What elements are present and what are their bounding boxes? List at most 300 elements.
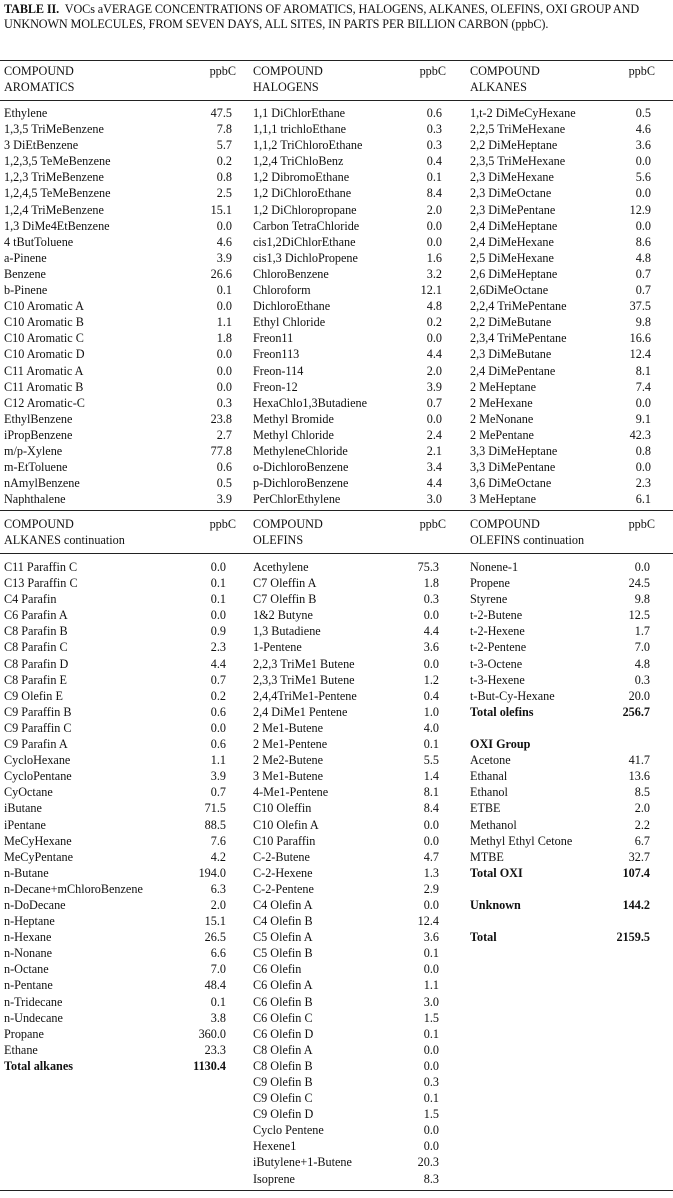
table-row — [470, 800, 655, 816]
table-row — [253, 1074, 446, 1090]
compound-value: 8.1 — [423, 785, 439, 800]
table-row — [4, 105, 236, 121]
table-row — [470, 559, 655, 575]
table-row — [253, 720, 446, 736]
olefins-cont-header-group: OLEFINS continuation — [470, 532, 585, 547]
compound-name: cis1,3 DichloPropene — [253, 250, 358, 265]
table-row — [253, 1042, 446, 1058]
compound-name: n-Butane — [4, 865, 49, 880]
table-row — [253, 169, 446, 185]
compound-value: 0.5 — [635, 106, 651, 120]
compound-value: 0.1 — [423, 1091, 439, 1106]
table-row — [470, 897, 655, 913]
compound-name: 1&2 Butyne — [253, 608, 313, 623]
table-row — [470, 363, 655, 379]
compound-name: Styrene — [470, 592, 508, 607]
table-row — [253, 575, 446, 591]
compound-name: C9 Olefin B — [253, 1075, 313, 1089]
table-row — [470, 282, 655, 298]
table-row — [470, 185, 655, 201]
compound-name: C10 Aromatic B — [4, 315, 84, 330]
compound-name: C11 Aromatic A — [4, 363, 84, 378]
compound-name: 1,2,4 TriMeBenzene — [4, 202, 104, 217]
compound-name: EthylBenzene — [4, 411, 73, 426]
compound-value: 0.1 — [210, 592, 226, 607]
middle-rule — [0, 510, 673, 511]
table-row — [4, 169, 236, 185]
table-row — [253, 768, 446, 784]
compound-value: 2.1 — [426, 443, 442, 458]
compound-value: 3.4 — [426, 460, 442, 475]
compound-name: cis1,2DiChlorEthane — [253, 234, 356, 249]
compound-name: Acethylene — [253, 560, 309, 574]
table-row — [470, 169, 655, 185]
compound-value: 0.3 — [216, 395, 232, 410]
compound-value: 2.0 — [210, 897, 226, 912]
compound-name: 2 MePentane — [470, 427, 534, 442]
table-label: TABLE II. — [4, 2, 60, 16]
compound-name: C5 Olefin A — [253, 930, 313, 945]
compound-value: 42.3 — [629, 427, 651, 442]
compound-name: OXI Group — [470, 737, 531, 752]
table-row — [253, 961, 446, 977]
compound-value: 7.4 — [635, 379, 651, 394]
compound-value: 0.0 — [634, 560, 650, 574]
compound-value: 0.1 — [423, 946, 439, 961]
compound-value: 15.1 — [210, 202, 232, 217]
compound-value: 1.1 — [423, 978, 439, 993]
compound-value: 9.8 — [635, 315, 651, 330]
compound-name: C13 Paraffin C — [4, 576, 78, 591]
compound-value: 8.6 — [635, 234, 651, 249]
compound-value: 37.5 — [629, 299, 651, 314]
table-row — [470, 591, 655, 607]
compound-name: 2,3 DiMeHexane — [470, 170, 554, 185]
table-row — [4, 330, 236, 346]
table-row — [253, 153, 446, 169]
table-row — [253, 656, 446, 672]
compound-name: 1,1,2 TriChloroEthane — [253, 138, 363, 153]
table-row — [470, 865, 655, 881]
compound-name: n-Nonane — [4, 946, 53, 961]
compound-name: n-Tridecane — [4, 994, 63, 1009]
halogens-list — [253, 105, 446, 507]
bottom-rule — [0, 1190, 673, 1191]
compound-value: 3.9 — [210, 769, 226, 784]
table-row — [470, 202, 655, 218]
table-row — [253, 639, 446, 655]
olefins-header — [253, 517, 446, 549]
table-row — [253, 379, 446, 395]
compound-value: 107.4 — [622, 865, 650, 880]
compound-name: C9 Parafin A — [4, 737, 68, 752]
compound-name: Nonene-1 — [470, 560, 519, 574]
table-row — [4, 607, 236, 623]
compound-name: 2,6 DiMeHeptane — [470, 266, 558, 281]
compound-value: 3.9 — [216, 250, 232, 265]
compound-value: 1.0 — [423, 704, 439, 719]
compound-name: 2 MeNonane — [470, 411, 534, 426]
table-row — [253, 1138, 446, 1154]
table-row — [4, 202, 236, 218]
table-row — [4, 1042, 236, 1058]
alkanes-cont-header-group: ALKANES continuation — [4, 532, 125, 547]
compound-value: 0.1 — [210, 576, 226, 591]
compound-value: 4.8 — [426, 299, 442, 314]
table-row — [470, 459, 655, 475]
table-row — [4, 234, 236, 250]
compound-value: 12.4 — [629, 347, 651, 362]
compound-value: 26.5 — [204, 930, 226, 945]
compound-value: 5.5 — [423, 753, 439, 768]
table-row — [4, 314, 236, 330]
compound-value: 0.1 — [423, 737, 439, 752]
compound-value: 0.2 — [216, 154, 232, 169]
table-row — [253, 234, 446, 250]
table-row — [253, 1122, 446, 1138]
table-row — [470, 218, 655, 234]
table-row — [253, 945, 446, 961]
table-row — [253, 411, 446, 427]
table-row — [4, 1058, 236, 1074]
table-row — [4, 137, 236, 153]
table-row — [4, 881, 236, 897]
compound-value: 2.2 — [634, 817, 650, 832]
compound-value: 0.0 — [423, 1123, 439, 1138]
table-row — [253, 913, 446, 929]
table-row — [253, 443, 446, 459]
compound-name: 1,t-2 DiMeCyHexane — [470, 106, 576, 120]
compound-value: 12.4 — [417, 914, 439, 929]
table-row — [470, 833, 655, 849]
aromatics-list — [4, 105, 236, 507]
compound-name: 2,4 DiMePentane — [470, 363, 556, 378]
compound-value: 1.4 — [423, 769, 439, 784]
compound-value: 0.0 — [635, 154, 651, 169]
compound-value: 13.6 — [628, 769, 650, 784]
compound-value: 0.3 — [423, 1075, 439, 1089]
compound-name: 1,2,4 TriChloBenz — [253, 154, 344, 169]
compound-value: 0.7 — [635, 266, 651, 281]
compound-value: 23.8 — [210, 411, 232, 426]
table-row — [4, 282, 236, 298]
table-row — [253, 736, 446, 752]
table-row — [253, 250, 446, 266]
table-row — [470, 298, 655, 314]
table-row — [4, 800, 236, 816]
table-row — [253, 218, 446, 234]
compound-name: C5 Olefin B — [253, 946, 313, 961]
table-row — [4, 427, 236, 443]
table-row — [4, 688, 236, 704]
spacer-row — [470, 881, 655, 897]
alkanes-header — [470, 64, 655, 96]
compound-name: C6 Olefin D — [253, 1026, 314, 1041]
table-row — [4, 475, 236, 491]
table-row — [4, 153, 236, 169]
compound-name: C-2-Hexene — [253, 865, 313, 880]
table-row — [4, 411, 236, 427]
table-row — [253, 623, 446, 639]
compound-name: 2,2,5 TriMeHexane — [470, 122, 566, 137]
compound-value: 0.9 — [210, 624, 226, 639]
table-row — [4, 218, 236, 234]
table-row — [4, 720, 236, 736]
table-row — [253, 559, 446, 575]
table-row — [253, 1106, 446, 1122]
compound-value: 0.0 — [423, 1058, 439, 1073]
compound-value: 3.9 — [426, 379, 442, 394]
table-row — [253, 849, 446, 865]
compound-name: t-2-Butene — [470, 608, 523, 623]
compound-name: Ethane — [4, 1042, 38, 1057]
compound-name: MethyleneChloride — [253, 443, 348, 458]
compound-value: 15.1 — [204, 914, 226, 929]
compound-name: 1,2,3,5 TeMeBenzene — [4, 154, 111, 169]
compound-value: 12.5 — [628, 608, 650, 623]
table-row — [470, 929, 655, 945]
table-row — [253, 346, 446, 362]
compound-value: 7.0 — [210, 962, 226, 977]
compound-value: 0.0 — [216, 218, 232, 233]
compound-value: 0.0 — [635, 460, 651, 475]
compound-value: 4.4 — [426, 476, 442, 491]
olefins-header-compound: COMPOUND — [253, 517, 323, 531]
compound-name: Methyl Ethyl Cetone — [470, 833, 573, 848]
table-row — [4, 1026, 236, 1042]
compound-name: MeCyHexane — [4, 833, 72, 848]
table-row — [4, 591, 236, 607]
compound-name: PerChlorEthylene — [253, 492, 341, 507]
table-row — [470, 672, 655, 688]
top-header-rule — [0, 100, 673, 101]
compound-name: 4-Me1-Pentene — [253, 785, 329, 800]
table-row — [253, 266, 446, 282]
table-row — [4, 849, 236, 865]
table-row — [4, 784, 236, 800]
compound-name: C11 Aromatic B — [4, 379, 84, 394]
compound-value: 75.3 — [417, 560, 439, 574]
halogens-header-unit: ppbC — [419, 64, 446, 78]
compound-name: 2,5 DiMeHexane — [470, 250, 554, 265]
compound-value: 9.1 — [635, 411, 651, 426]
compound-value: 6.3 — [210, 881, 226, 896]
table-row — [253, 202, 446, 218]
compound-value: 3.2 — [426, 266, 442, 281]
compound-name: 2 MeHexane — [470, 395, 533, 410]
compound-value: 0.0 — [635, 218, 651, 233]
table-row — [470, 688, 655, 704]
compound-value: 0.0 — [423, 897, 439, 912]
compound-name: Acetone — [470, 753, 511, 768]
compound-value: 12.9 — [629, 202, 651, 217]
table-row — [470, 736, 655, 752]
compound-value: 0.0 — [423, 833, 439, 848]
halogens-header — [253, 64, 446, 96]
table-row — [4, 623, 236, 639]
compound-value: 0.0 — [635, 186, 651, 201]
compound-value: 0.3 — [634, 672, 650, 687]
compound-value: 0.0 — [426, 218, 442, 233]
compound-value: 7.8 — [216, 122, 232, 137]
table-row — [253, 994, 446, 1010]
compound-value: 144.2 — [622, 897, 650, 912]
compound-name: DichloroEthane — [253, 299, 331, 314]
compound-name: C10 Paraffin — [253, 833, 316, 848]
compound-name: 2,3 DiMePentane — [470, 202, 556, 217]
table-row — [253, 491, 446, 507]
compound-name: C10 Aromatic D — [4, 347, 85, 362]
compound-value: 41.7 — [628, 753, 650, 768]
table-row — [4, 945, 236, 961]
compound-name: 2 MeHeptane — [470, 379, 536, 394]
table-row — [470, 411, 655, 427]
compound-value: 26.6 — [210, 266, 232, 281]
compound-name: C7 Oleffin A — [253, 576, 317, 591]
compound-name: 3,3 DiMePentane — [470, 460, 556, 475]
compound-name: 2,4 DiMeHeptane — [470, 218, 558, 233]
table-row — [470, 475, 655, 491]
compound-value: 0.0 — [423, 1042, 439, 1057]
compound-value: 3.6 — [635, 138, 651, 153]
compound-value: 0.1 — [423, 1026, 439, 1041]
table-row — [4, 913, 236, 929]
compound-name: Total OXI — [470, 865, 523, 880]
compound-name: 1,1 DiChlorEthane — [253, 106, 346, 120]
table-row — [253, 784, 446, 800]
table-row — [470, 234, 655, 250]
compound-name: Naphthalene — [4, 492, 66, 507]
compound-value: 6.6 — [210, 946, 226, 961]
compound-value: 16.6 — [629, 331, 651, 346]
table-row — [4, 672, 236, 688]
table-row — [253, 1058, 446, 1074]
compound-value: 4.8 — [635, 250, 651, 265]
table-row — [253, 363, 446, 379]
compound-name: C6 Olefin B — [253, 994, 313, 1009]
table-row — [253, 475, 446, 491]
compound-value: 2.7 — [216, 427, 232, 442]
compound-name: C9 Olefin E — [4, 688, 63, 703]
compound-name: MTBE — [470, 849, 504, 864]
table-title: VOCs aVERAGE CONCENTRATIONS OF AROMATICS, HALOGENS, ALKANES, OLEFINS, OXI GROUP AND UNKNOWN MOLECULES, FROM SEVEN DAYS, ALL SITES, IN PARTS PER BILLION CARBON (ppbC). — [4, 2, 640, 31]
compound-value: 8.4 — [423, 801, 439, 816]
compound-value: 0.6 — [210, 737, 226, 752]
compound-name: 2,2 DiMeButane — [470, 315, 552, 330]
compound-name: m/p-Xylene — [4, 443, 63, 458]
compound-name: 3,6 DiMeOctane — [470, 476, 552, 491]
compound-value: 0.3 — [426, 138, 442, 153]
compound-value: 0.0 — [423, 656, 439, 671]
compound-value: 1.3 — [423, 865, 439, 880]
olefins-header-unit: ppbC — [419, 517, 446, 531]
compound-value: 8.1 — [635, 363, 651, 378]
compound-name: ChloroBenzene — [253, 266, 329, 281]
compound-name: Freon-114 — [253, 363, 304, 378]
compound-value: 20.3 — [417, 1155, 439, 1170]
compound-value: 2.9 — [423, 881, 439, 896]
compound-name: 2 Me1-Butene — [253, 720, 324, 735]
table-row — [4, 656, 236, 672]
table-row — [253, 298, 446, 314]
compound-value: 1.6 — [426, 250, 442, 265]
compound-value: 4.0 — [423, 720, 439, 735]
compound-name: CycloHexane — [4, 753, 71, 768]
table-row — [253, 1026, 446, 1042]
compound-value: 0.0 — [216, 363, 232, 378]
olefins-cont-header-compound: COMPOUND — [470, 517, 540, 531]
compound-value: 0.0 — [635, 395, 651, 410]
compound-name: C4 Olefin A — [253, 897, 313, 912]
table-row — [4, 865, 236, 881]
table-row — [4, 1010, 236, 1026]
compound-name: p-DichloroBenzene — [253, 476, 349, 491]
compound-value: 1.2 — [423, 672, 439, 687]
aromatics-header-compound: COMPOUND — [4, 64, 74, 78]
compound-name: 1,2,3 TriMeBenzene — [4, 170, 104, 185]
table-row — [253, 800, 446, 816]
compound-value: 0.6 — [216, 460, 232, 475]
compound-value: 0.4 — [423, 688, 439, 703]
table-row — [253, 314, 446, 330]
compound-name: Propene — [470, 576, 510, 591]
compound-value: 0.7 — [635, 283, 651, 298]
compound-value: 2159.5 — [616, 930, 650, 945]
olefins-cont-list — [470, 559, 655, 945]
compound-value: 0.1 — [426, 170, 442, 185]
table-row — [4, 121, 236, 137]
compound-name: 1,1,1 trichloEthane — [253, 122, 347, 137]
table-row — [253, 395, 446, 411]
table-row — [470, 443, 655, 459]
compound-name: 4 tButToluene — [4, 234, 74, 249]
compound-name: 2 Me2-Butene — [253, 753, 324, 768]
compound-name: 2,6DiMeOctane — [470, 283, 549, 298]
compound-name: n-Octane — [4, 962, 49, 977]
compound-value: 2.0 — [426, 202, 442, 217]
table-row — [470, 768, 655, 784]
compound-name: Ethyl Chloride — [253, 315, 326, 330]
table-row — [470, 153, 655, 169]
compound-value: 3.6 — [423, 640, 439, 655]
compound-name: a-Pinene — [4, 250, 47, 265]
compound-name: Benzene — [4, 266, 46, 281]
compound-value: 6.1 — [635, 492, 651, 507]
compound-name: C6 Olefin — [253, 962, 302, 977]
compound-name: 1,2 DiChloroEthane — [253, 186, 352, 201]
aromatics-header-unit: ppbC — [209, 64, 236, 78]
compound-value: 4.8 — [634, 656, 650, 671]
compound-value: 7.6 — [210, 833, 226, 848]
table-row — [470, 656, 655, 672]
table-row — [4, 363, 236, 379]
compound-name: C10 Olefin A — [253, 817, 319, 832]
table-row — [253, 688, 446, 704]
table-row — [4, 266, 236, 282]
compound-value: 2.5 — [216, 186, 232, 201]
compound-name: C6 Olefin C — [253, 1010, 313, 1025]
compound-name: 3 Me1-Butene — [253, 769, 324, 784]
compound-name: Methyl Chloride — [253, 427, 334, 442]
compound-name: C8 Parafin E — [4, 672, 67, 687]
table-row — [470, 817, 655, 833]
table-row — [253, 752, 446, 768]
compound-name: t-2-Hexene — [470, 624, 525, 639]
compound-name: t-3-Octene — [470, 656, 523, 671]
compound-value: 71.5 — [204, 801, 226, 816]
table-row — [470, 395, 655, 411]
table-row — [253, 672, 446, 688]
